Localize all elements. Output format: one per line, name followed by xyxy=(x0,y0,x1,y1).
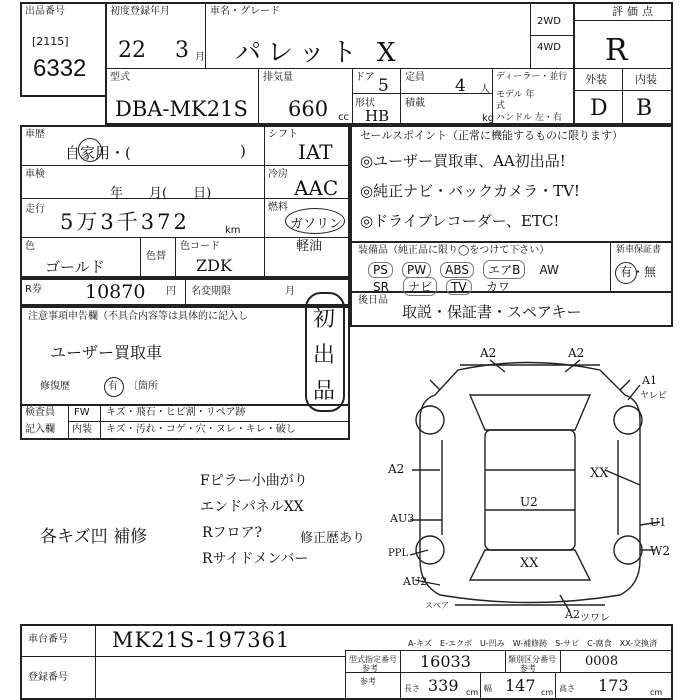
equip-navi: ナビ xyxy=(403,277,437,296)
mark-left-rear-a: PPL xyxy=(388,548,409,559)
lot-code: [2115] xyxy=(32,35,69,48)
drive-4wd: 4WD xyxy=(537,42,561,53)
lot-number: 6332 xyxy=(33,55,87,82)
color-change-label: 色替 xyxy=(146,251,166,262)
color-code-value: ZDK xyxy=(196,256,232,275)
shift-value: IAT xyxy=(298,140,333,164)
repair-value: 有 xyxy=(108,381,118,392)
mark-right-rear: W2 xyxy=(650,544,670,558)
mileage-label: 走行 xyxy=(25,204,45,215)
mark-left-rear-b: AU2 xyxy=(403,575,428,588)
recycle-value: 10870 xyxy=(85,281,146,303)
type-designation-value: 16033 xyxy=(420,652,471,671)
equip-leather: カワ xyxy=(485,280,510,294)
first-reg-year: 22 xyxy=(118,38,146,63)
history-value: 自家用・( xyxy=(65,144,131,162)
mark-rear-center: XX xyxy=(520,556,539,571)
first-reg-month: 3 xyxy=(175,38,189,63)
mark-center: U2 xyxy=(520,495,538,509)
exterior-label: 外装 xyxy=(585,73,607,86)
height-unit: cm xyxy=(650,688,663,697)
mark-left-low: AU3 xyxy=(390,512,415,525)
reg-no-label: 登録番号 xyxy=(28,672,68,683)
load-label: 積載 xyxy=(405,98,425,109)
displacement-label: 排気量 xyxy=(263,72,293,83)
width-label: 幅 xyxy=(484,684,492,693)
length-unit: cm xyxy=(466,688,479,697)
category-ref: 参考 xyxy=(520,664,536,673)
equip-airbag: エアB xyxy=(483,260,525,279)
load-unit: kg xyxy=(482,113,495,124)
color-value: ゴールド xyxy=(45,258,105,276)
after-label: 後日品 xyxy=(358,295,388,306)
notes-value: ユーザー買取車 xyxy=(50,343,163,362)
repair-places: 〔箇所 xyxy=(128,381,158,392)
first-label-char-1: 初 xyxy=(313,307,336,332)
inspector-label-1: 検査員 xyxy=(25,407,55,418)
exterior-grade: D xyxy=(590,96,608,121)
repair-label: 修復歴 xyxy=(40,381,70,392)
inspector-label-2: 記入欄 xyxy=(25,424,55,435)
history-label: 車歴 xyxy=(25,129,45,140)
length-label: 長さ xyxy=(404,684,420,693)
damage-legend: A-キズ E-エクボ U-凹み W-補修跡 S-サビ C-腐食 XX-交換済 xyxy=(408,639,658,648)
shape-label: 形状 xyxy=(355,98,375,109)
dealer-label: ディーラー・並行 xyxy=(496,72,568,82)
displacement-unit: cc xyxy=(338,112,349,123)
car-name-label: 車名・グレード xyxy=(210,6,280,17)
width-unit: cm xyxy=(541,688,554,697)
capacity-unit: 人 xyxy=(480,84,490,95)
model-year-label: モデル 年式 xyxy=(496,90,535,111)
size-ref: 参考 xyxy=(360,677,376,686)
fuel-gasoline: ガソリン xyxy=(290,217,343,232)
handle-label: ハンドル 左・右 xyxy=(496,113,562,123)
evaluation-score: R xyxy=(605,33,628,68)
equip-pw: PW xyxy=(402,262,431,278)
first-label-char-3: 品 xyxy=(313,379,336,404)
mileage-value: 5万3千372 xyxy=(60,210,190,234)
color-label: 色 xyxy=(25,241,35,252)
warranty-label: 新車保証書 xyxy=(616,245,662,255)
capacity-label: 定員 xyxy=(405,72,425,83)
type-designation-ref: 参考 xyxy=(362,664,378,673)
first-label-char-2: 出 xyxy=(313,343,336,368)
model-label: 型式 xyxy=(110,72,130,83)
recycle-unit: 円 xyxy=(166,286,176,297)
mark-right-front: A1 xyxy=(642,374,657,387)
check-row2-items: キズ・汚れ・コゲ・穴・ヌレ・キレ・破し xyxy=(106,424,296,435)
mark-top-left: A2 xyxy=(480,346,497,360)
shift-label: シフト xyxy=(268,129,298,140)
shape-value: HB xyxy=(365,107,390,125)
length-value: 339 xyxy=(428,676,459,695)
category-label: 類別区分番号 xyxy=(508,655,556,664)
interior-grade: B xyxy=(636,96,653,121)
equip-aw: AW xyxy=(539,263,559,277)
notes-header: 注意事項申告欄（不具合内容等は具体的に記入し xyxy=(28,311,248,322)
aircon-label: 冷房 xyxy=(268,169,288,180)
handwritten-right-4: Rサイドメンバー xyxy=(202,551,309,567)
history-close: ) xyxy=(240,142,246,160)
width-value: 147 xyxy=(505,676,536,695)
fuel-label: 燃料 xyxy=(268,202,288,213)
check-row1-tag: FW xyxy=(74,407,90,418)
equip-abs: ABS xyxy=(440,262,474,278)
handwritten-right-1: Fピラー小曲がり xyxy=(200,473,308,489)
sales-line-2: ◎純正ナビ・バックカメラ・TV! xyxy=(360,182,580,200)
inspection-label: 車検 xyxy=(25,169,45,180)
handwritten-left: 各キズ凹 補修 xyxy=(40,527,148,547)
equipment-label: 装備品（純正品に限り◯をつけて下さい） xyxy=(358,245,550,256)
aircon-value: AAC xyxy=(294,176,339,200)
mileage-unit: km xyxy=(225,225,241,236)
after-value: 取説・保証書・スペアキー xyxy=(402,303,582,321)
interior-label: 内装 xyxy=(635,73,657,86)
category-value: 0008 xyxy=(585,654,619,669)
model-value: DBA-MK21S xyxy=(115,97,248,121)
height-label: 高さ xyxy=(559,684,575,693)
equip-sr: SR xyxy=(373,280,389,294)
name-change-month: 月 xyxy=(285,286,295,297)
mark-right-front-sub: ヤレビ xyxy=(640,391,667,401)
displacement-value: 660 xyxy=(288,97,329,121)
mark-right-mid: XX xyxy=(590,466,609,481)
capacity-value: 4 xyxy=(455,76,466,96)
drive-2wd: 2WD xyxy=(537,16,561,27)
handwritten-bracket: 修正歴あり xyxy=(300,531,366,546)
recycle-label: R券 xyxy=(25,284,42,295)
height-value: 173 xyxy=(598,676,629,695)
first-reg-label: 初度登録年月 xyxy=(110,6,170,17)
color-code-label: 色コード xyxy=(180,241,220,252)
doors-value: 5 xyxy=(378,76,389,96)
car-name: パレット X xyxy=(235,38,402,68)
evaluation-label: 評価点 xyxy=(612,5,657,18)
equip-ps: PS xyxy=(368,262,393,278)
chassis-value: MK21S-197361 xyxy=(112,628,291,652)
mark-bottom-right-sub: ツワレ xyxy=(580,613,610,624)
chassis-label: 車台番号 xyxy=(28,634,68,645)
sales-line-3: ◎ドライブレコーダー、ETC! xyxy=(360,212,560,230)
equip-tv: TV xyxy=(446,279,472,295)
first-reg-month-unit: 月 xyxy=(195,52,205,63)
handwritten-right-2: エンドパネルXX xyxy=(200,499,304,515)
sales-points-label: セールスポイント（正常に機能するものに限ります） xyxy=(360,129,624,142)
check-row1-items: キズ・飛石・ヒビ割・リペア跡 xyxy=(106,407,246,418)
inspection-value: 年 月( 日) xyxy=(110,186,212,201)
mark-top-right: A2 xyxy=(568,346,585,360)
mark-right-low: U1 xyxy=(650,516,667,529)
check-row2-tag: 内装 xyxy=(72,424,92,435)
mark-left-mid: A2 xyxy=(388,462,405,476)
mark-bottom-right: A2 xyxy=(565,608,580,621)
type-designation-label: 型式指定番号 xyxy=(349,655,397,664)
warranty-value: 有・無 xyxy=(620,265,657,279)
sales-line-1: ◎ユーザー買取車、AA初出品! xyxy=(360,152,566,170)
mark-left-rear-c: スペア xyxy=(425,601,449,610)
doors-label: ドア xyxy=(355,72,375,83)
handwritten-right-3: Rフロア? xyxy=(202,525,263,541)
lot-no-label: 出品番号 xyxy=(25,6,65,17)
fuel-diesel: 軽油 xyxy=(296,239,323,254)
name-change-label: 名変期限 xyxy=(191,286,231,297)
